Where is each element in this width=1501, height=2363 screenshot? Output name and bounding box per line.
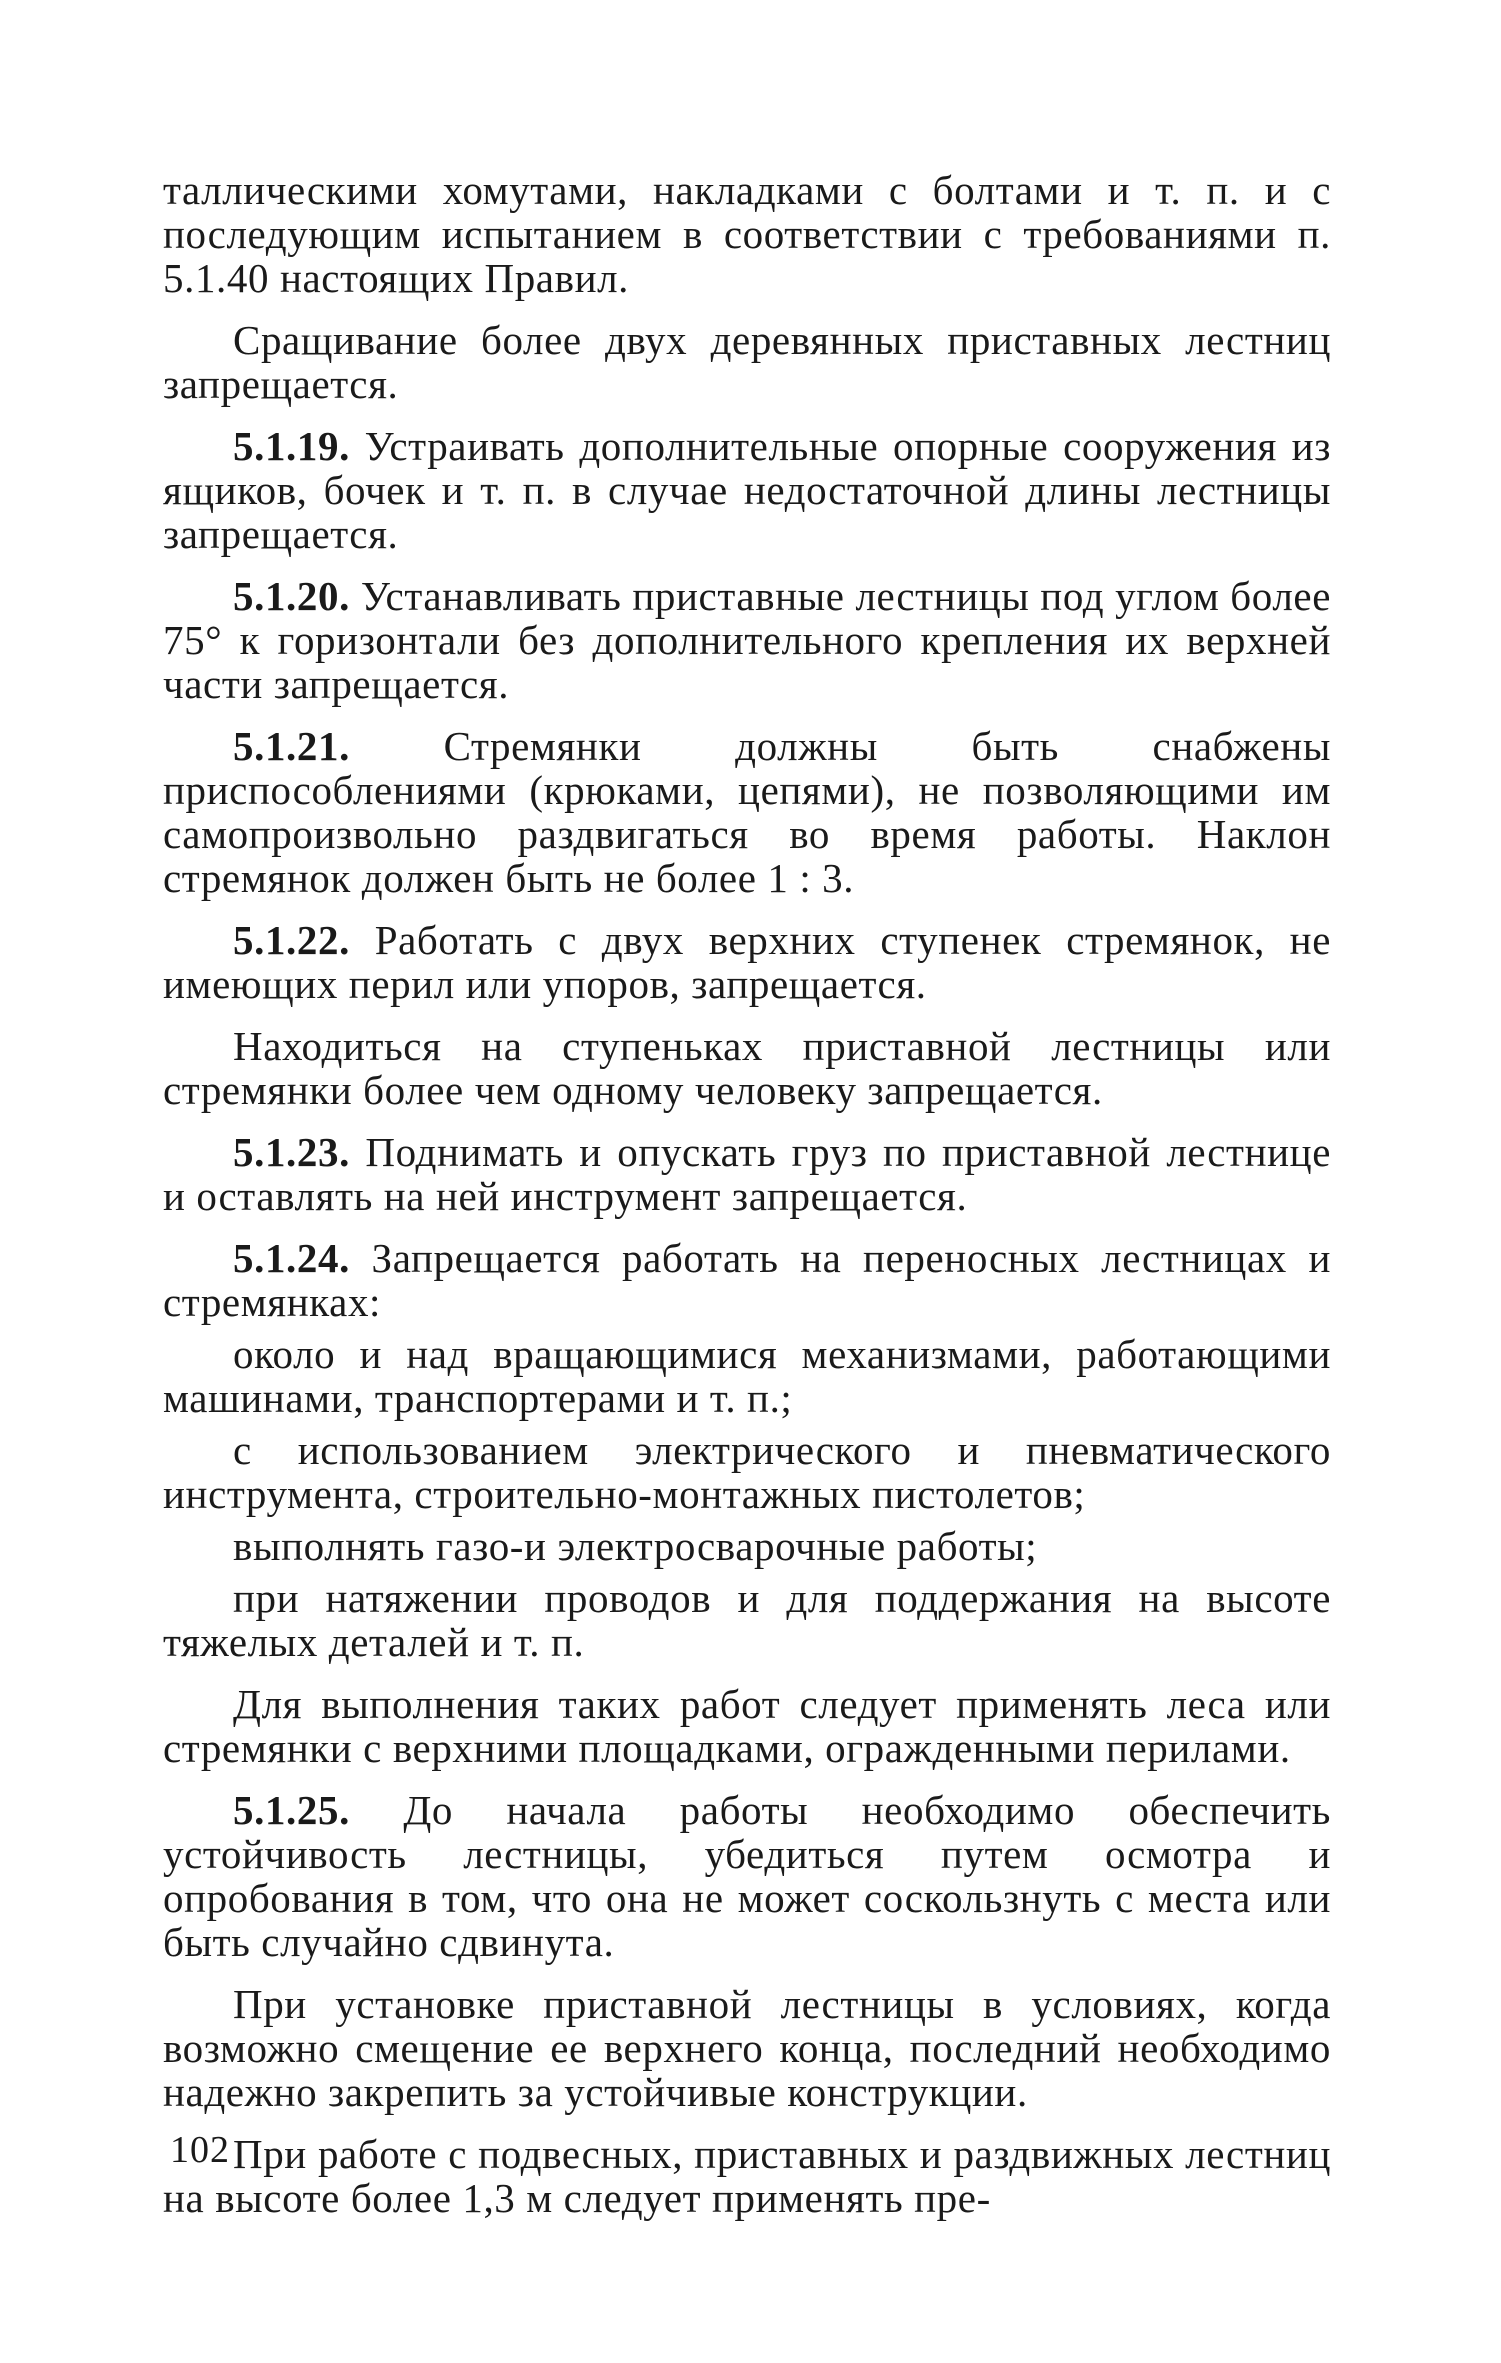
list-item-heavy-parts bbox=[163, 1576, 1331, 1664]
clause-text: Стремянки должны быть снабжены приспособлениями (крюками, цепями), не позволяющими им самопроизвольно раздвигаться во время работы. Наклон стремянок должен быть не более 1 : 3. bbox=[163, 723, 1331, 901]
paragraph-scaffolding bbox=[163, 1682, 1331, 1770]
paragraph-continuation bbox=[163, 168, 1331, 300]
list-item-power-tools bbox=[163, 1428, 1331, 1516]
clause-text: Поднимать и опускать груз по приставной лестнице и оставлять на ней инструмент запрещается. bbox=[163, 1129, 1331, 1219]
paragraph-one-person bbox=[163, 1024, 1331, 1112]
clause-5-1-21 bbox=[163, 724, 1331, 900]
paragraph-text: Находиться на ступеньках приставной лестницы или стремянки более чем одному человеку запрещается. bbox=[163, 1023, 1331, 1113]
list-item-text: около и над вращающимися механизмами, работающими машинами, транспортерами и т. п.; bbox=[163, 1331, 1331, 1421]
clause-number: 5.1.20. bbox=[233, 573, 350, 619]
clause-5-1-22 bbox=[163, 918, 1331, 1006]
list-item-text: с использованием электрического и пневматического инструмента, строительно-монтажных пистолетов; bbox=[163, 1427, 1331, 1517]
clause-number: 5.1.23. bbox=[233, 1129, 350, 1175]
clause-5-1-19 bbox=[163, 424, 1331, 556]
list-item-welding bbox=[163, 1524, 1331, 1568]
paragraph-text: Сращивание более двух деревянных приставных лестниц запрещается. bbox=[163, 317, 1331, 407]
clause-number: 5.1.24. bbox=[233, 1235, 350, 1281]
clause-number: 5.1.21. bbox=[233, 723, 350, 769]
list-item-rotating-mechanisms bbox=[163, 1332, 1331, 1420]
clause-text: Устанавливать приставные лестницы под углом более 75° к горизонтали без дополнительного крепления их верхней части запрещается. bbox=[163, 573, 1331, 707]
clause-number: 5.1.19. bbox=[233, 423, 350, 469]
paragraph-text: таллическими хомутами, накладками с болтами и т. п. и с последующим испытанием в соответствии с требованиями п. 5.1.40 настоящих Правил. bbox=[163, 167, 1331, 301]
clause-5-1-24 bbox=[163, 1236, 1331, 1324]
paragraph-text: Для выполнения таких работ следует применять леса или стремянки с верхними площадками, огражденными перилами. bbox=[163, 1681, 1331, 1771]
list-item-text: выполнять газо-и электросварочные работы; bbox=[233, 1523, 1038, 1569]
list-item-text: при натяжении проводов и для поддержания на высоте тяжелых деталей и т. п. bbox=[163, 1575, 1331, 1665]
page-number: 102 bbox=[170, 2129, 230, 2171]
clause-text: Устраивать дополнительные опорные сооружения из ящиков, бочек и т. п. в случае недостаточной длины лестницы запрещается. bbox=[163, 423, 1331, 557]
paragraph-text: При установке приставной лестницы в условиях, когда возможно смещение ее верхнего конца, последний необходимо надежно закрепить за устойчивые конструкции. bbox=[163, 1981, 1331, 2115]
paragraph-height-work bbox=[163, 2132, 1331, 2220]
paragraph-text: При работе с подвесных, приставных и раздвижных лестниц на высоте более 1,3 м следует применять пре- bbox=[163, 2131, 1331, 2221]
paragraph-ladder-splicing bbox=[163, 318, 1331, 406]
clause-text: До начала работы необходимо обеспечить устойчивость лестницы, убедиться путем осмотра и опробования в том, что она не может соскользнуть с места или быть случайно сдвинута. bbox=[163, 1787, 1331, 1965]
clause-number: 5.1.25. bbox=[233, 1787, 350, 1833]
clause-text: Запрещается работать на переносных лестницах и стремянках: bbox=[163, 1235, 1331, 1325]
clause-5-1-23 bbox=[163, 1130, 1331, 1218]
clause-text: Работать с двух верхних ступенек стремянок, не имеющих перил или упоров, запрещается. bbox=[163, 917, 1331, 1007]
body-text bbox=[163, 168, 1331, 2238]
paragraph-fastening bbox=[163, 1982, 1331, 2114]
clause-5-1-25 bbox=[163, 1788, 1331, 1964]
clause-5-1-20 bbox=[163, 574, 1331, 706]
clause-number: 5.1.22. bbox=[233, 917, 350, 963]
